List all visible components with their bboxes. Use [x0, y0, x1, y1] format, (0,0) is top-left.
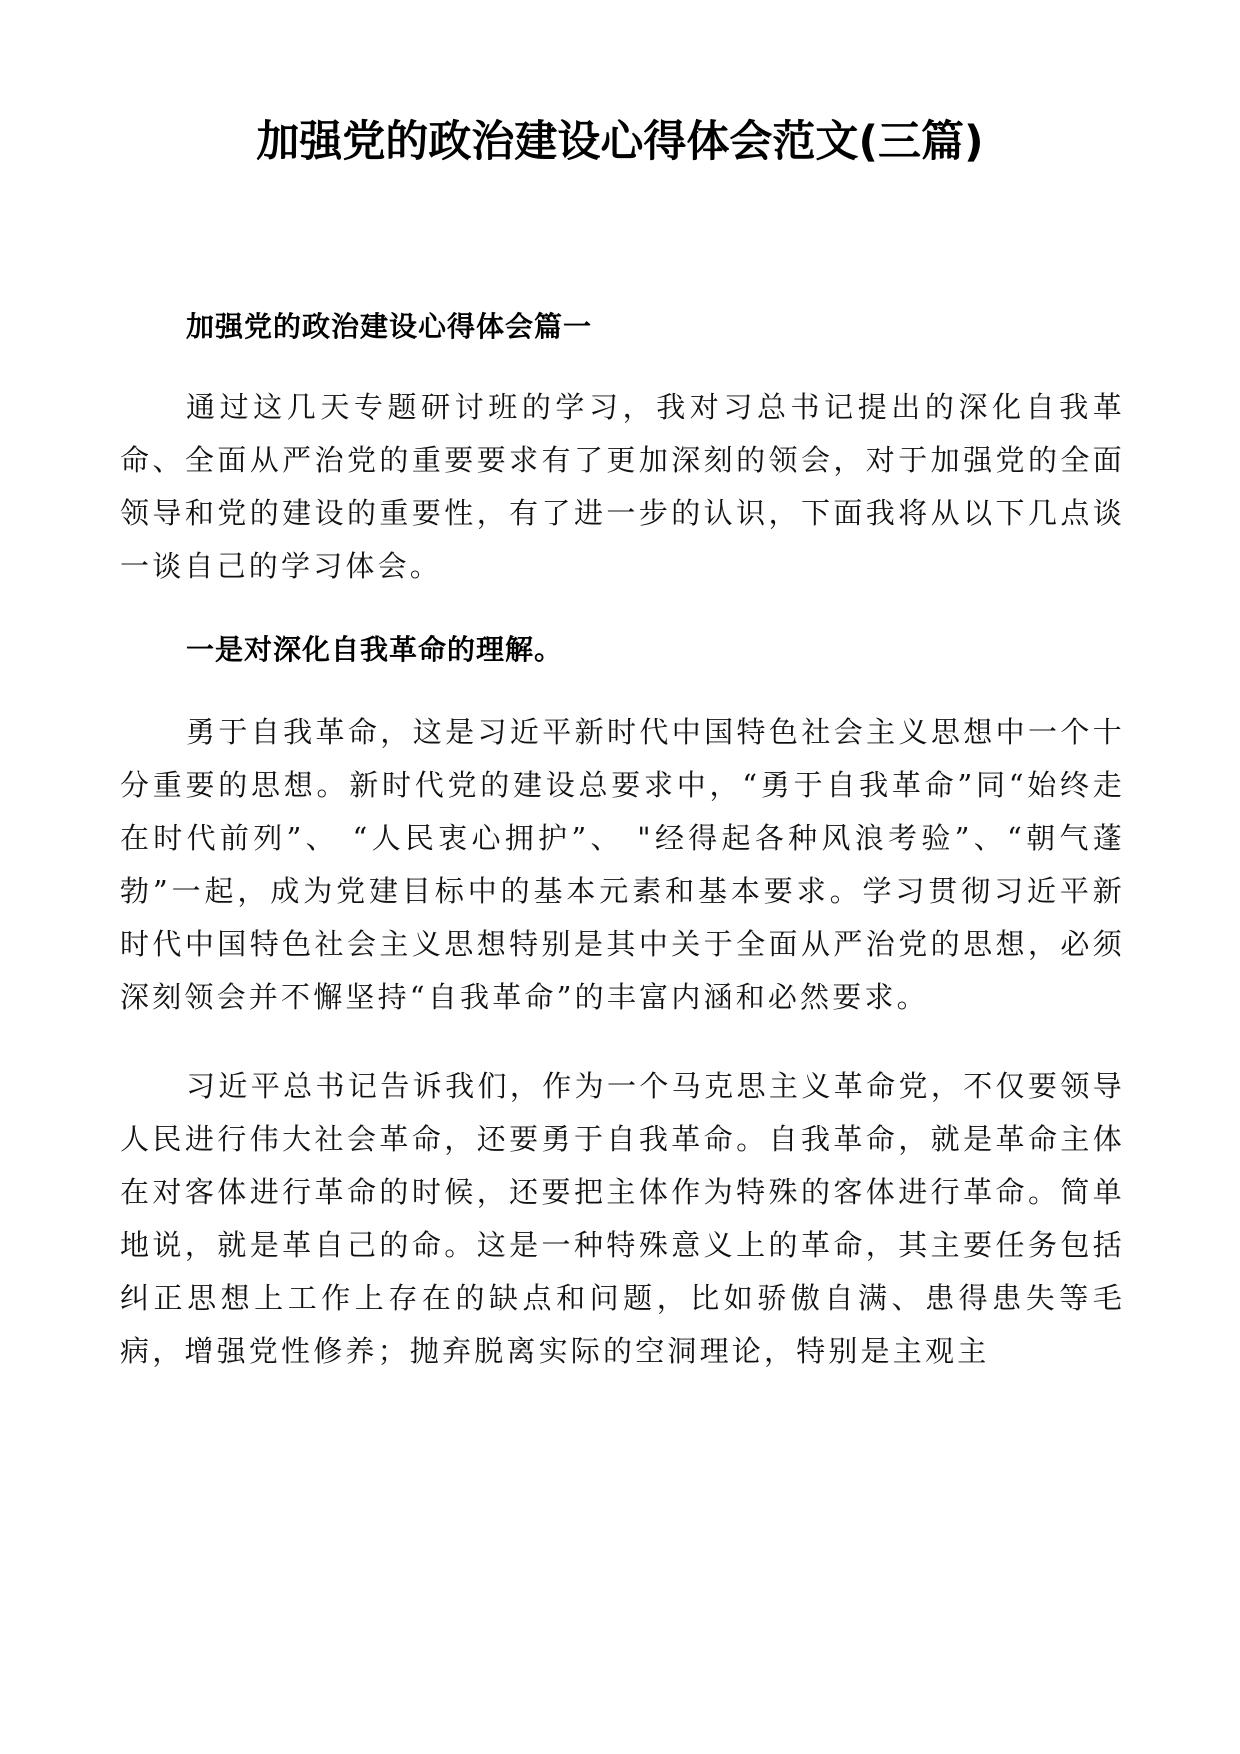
paragraph-self-revolution: 勇于自我革命，这是习近平新时代中国特色社会主义思想中一个十分重要的思想。新时代党的建设总要求中，“勇于自我革命”同“始终走在时代前列”、 “人民衷心拥护”、 "经得起各种风浪考验”、“朝气蓬勃”一起，成为党建目标中的基本元素和基本要求。学习贯彻习近平新时代中国特色社会主义思想特别是其中关于全面从严治党的思想，必须深刻领会并不懈坚持“自我革命”的丰富内涵和必然要求。: [120, 715, 1125, 1014]
paragraph-intro: 通过这几天专题研讨班的学习，我对习总书记提出的深化自我革命、全面从严治党的重要要求有了更加深刻的领会，对于加强党的全面领导和党的建设的重要性，有了进一步的认识，下面我将从以下几点谈一谈自己的学习体会。: [120, 390, 1125, 583]
document-title: 加强党的政治建设心得体会范文(三篇): [256, 117, 984, 167]
document-body: [120, 300, 1125, 1378]
point-heading: 一是对深化自我革命的理解。: [186, 633, 564, 666]
paragraph-xi-quote: 习近平总书记告诉我们，作为一个马克思主义革命党，不仅要领导人民进行伟大社会革命，还要勇于自我革命。自我革命，就是革命主体在对客体进行革命的时候，还要把主体作为特殊的客体进行革命。简单地说，就是革自己的命。这是一种特殊意义上的革命，其主要任务包括纠正思想上工作上存在的缺点和问题，比如骄傲自满、患得患失等毛病，增强党性修养；抛弃脱离实际的空洞理论，特别是主观主: [120, 1069, 1125, 1368]
section-heading: 加强党的政治建设心得体会篇一: [186, 310, 593, 343]
